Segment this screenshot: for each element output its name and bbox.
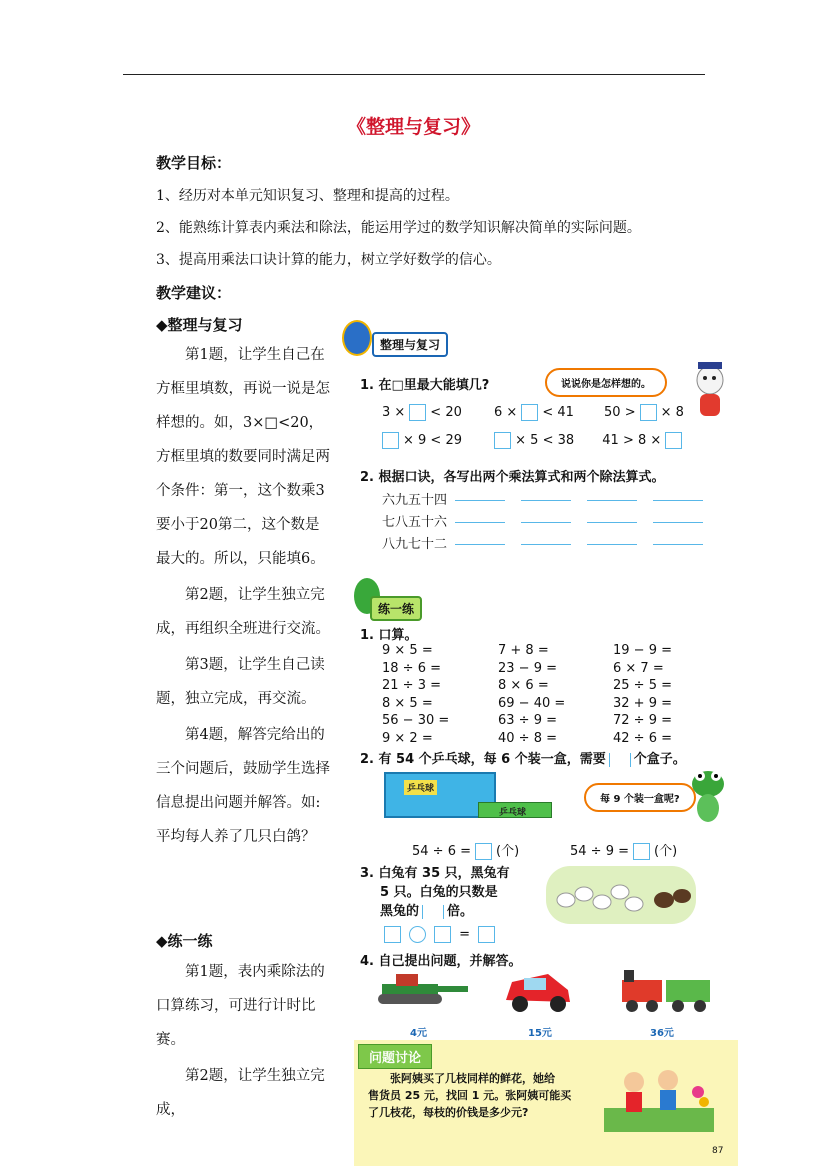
eq2: 54 ÷ 9 = (个): [570, 844, 678, 859]
eq1: 54 ÷ 6 = (个): [412, 844, 520, 859]
textbook-page-image: [340, 318, 738, 1170]
section1-para: 第4题，解答完给出的三个问题后，鼓励学生选择信息提出问题并解答。如:平均每人养了几只白鸽？: [156, 727, 330, 845]
pingpong-small-box-image: 乒乓球: [478, 802, 552, 818]
advice-heading: 教学建议：: [156, 284, 232, 302]
p4-text: 4. 自己提出问题，并解答。: [360, 954, 522, 969]
frog-mascot-icon: [688, 766, 728, 826]
section2-para: 第2题，让学生独立完成，: [156, 1068, 325, 1118]
header-rule: [123, 74, 705, 75]
section2-para: 第1题，表内乘除法的口算练习，可进行计时比赛。: [156, 964, 325, 1048]
q2-text: 2. 根据口诀，各写出两个乘法算式和两个除法算式。: [360, 470, 665, 485]
section2-body: [156, 955, 331, 1127]
rabbits-image: [546, 866, 696, 924]
price-tag: 4元: [410, 1028, 427, 1039]
q1-row1: 3 × < 20 6 × < 41 50 > × 8: [382, 405, 684, 420]
review-banner: 整理与复习: [372, 332, 448, 357]
calc-col-2: 7 + 8 = 23 − 9 = 8 × 6 = 69 − 40 = 63 ÷ 9 = 40 ÷ 8 =: [498, 643, 566, 746]
page-title: 《整理与复习》: [346, 116, 480, 138]
calc-col-3: 19 − 9 = 6 × 7 = 25 ÷ 5 = 32 + 9 = 72 ÷ 9 = 42 ÷ 6 =: [613, 643, 672, 746]
car-toy-image: [500, 966, 576, 1016]
q1-text: 1. 在□里最大能填几?: [360, 378, 490, 393]
section1-para: 第2题，让学生独立完成，再组织全班进行交流。: [156, 587, 330, 637]
section1-para: 第3题，让学生自己读题，独立完成，再交流。: [156, 657, 325, 707]
section2-heading: ◆练一练: [156, 932, 213, 950]
page-number: 87: [712, 1146, 724, 1156]
goal-1: 1、经历对本单元知识复习、整理和提高的过程。: [156, 188, 459, 204]
p1-text: 1. 口算。: [360, 628, 418, 643]
price-tag: 36元: [650, 1028, 674, 1039]
hint-bubble: 说说你是怎样想的。: [545, 368, 667, 397]
goal-2: 2、能熟练计算表内乘法和除法，能运用学过的数学知识解决简单的实际问题。: [156, 220, 641, 236]
pingpong-box-image: 乒乓球: [384, 772, 496, 818]
p2-text: 2. 有 54 个乒乓球，每 6 个装一盒，需要 个盒子。: [360, 752, 686, 767]
practice-banner: 练一练: [370, 596, 422, 621]
q1-row2: × 9 < 29 × 5 < 38 41 > 8 ×: [378, 432, 686, 449]
tank-toy-image: [374, 968, 470, 1008]
section1-body: [156, 338, 331, 854]
hint-bubble-2: 每 9 个装一盒呢?: [584, 783, 696, 812]
rabbit-mascot-icon: [692, 358, 728, 420]
discussion-panel: [354, 1040, 738, 1166]
goals-heading: 教学目标：: [156, 154, 232, 172]
p3-text: 3. 白兔有 35 只，黑兔有 5 只。白兔的只数是 黑兔的 倍。: [360, 866, 510, 919]
goal-3: 3、提高用乘法口诀计算的能力，树立学好数学的信心。: [156, 252, 501, 268]
children-flowers-image: [604, 1062, 714, 1132]
rhyme-list: 六九五十四 七八五十六 八九七十二: [382, 490, 711, 556]
discussion-title: 问题讨论: [358, 1044, 432, 1069]
section1-para: 第1题，让学生自己在方框里填数，再说一说是怎样想的。如，3×□<20，方框里填的数要同时满足两个条件：第一，这个数乘3要小于20第二，这个数是最大的。所以，只能填6。: [156, 347, 330, 567]
pencil-mascot-icon: [342, 320, 372, 356]
section1-heading: ◆整理与复习: [156, 316, 243, 334]
price-tag: 15元: [528, 1028, 552, 1039]
discussion-text: 张阿姨买了几枝同样的鲜花，她给 售货员 25 元，找回 1 元。张阿姨可能买 了几枝花，每枝的价钱是多少元?: [368, 1072, 572, 1119]
p3-answer-boxes: =: [380, 926, 499, 943]
train-toy-image: [616, 966, 716, 1014]
calc-col-1: 9 × 5 = 18 ÷ 6 = 21 ÷ 3 = 8 × 5 = 56 − 30 = 9 × 2 =: [382, 643, 450, 746]
